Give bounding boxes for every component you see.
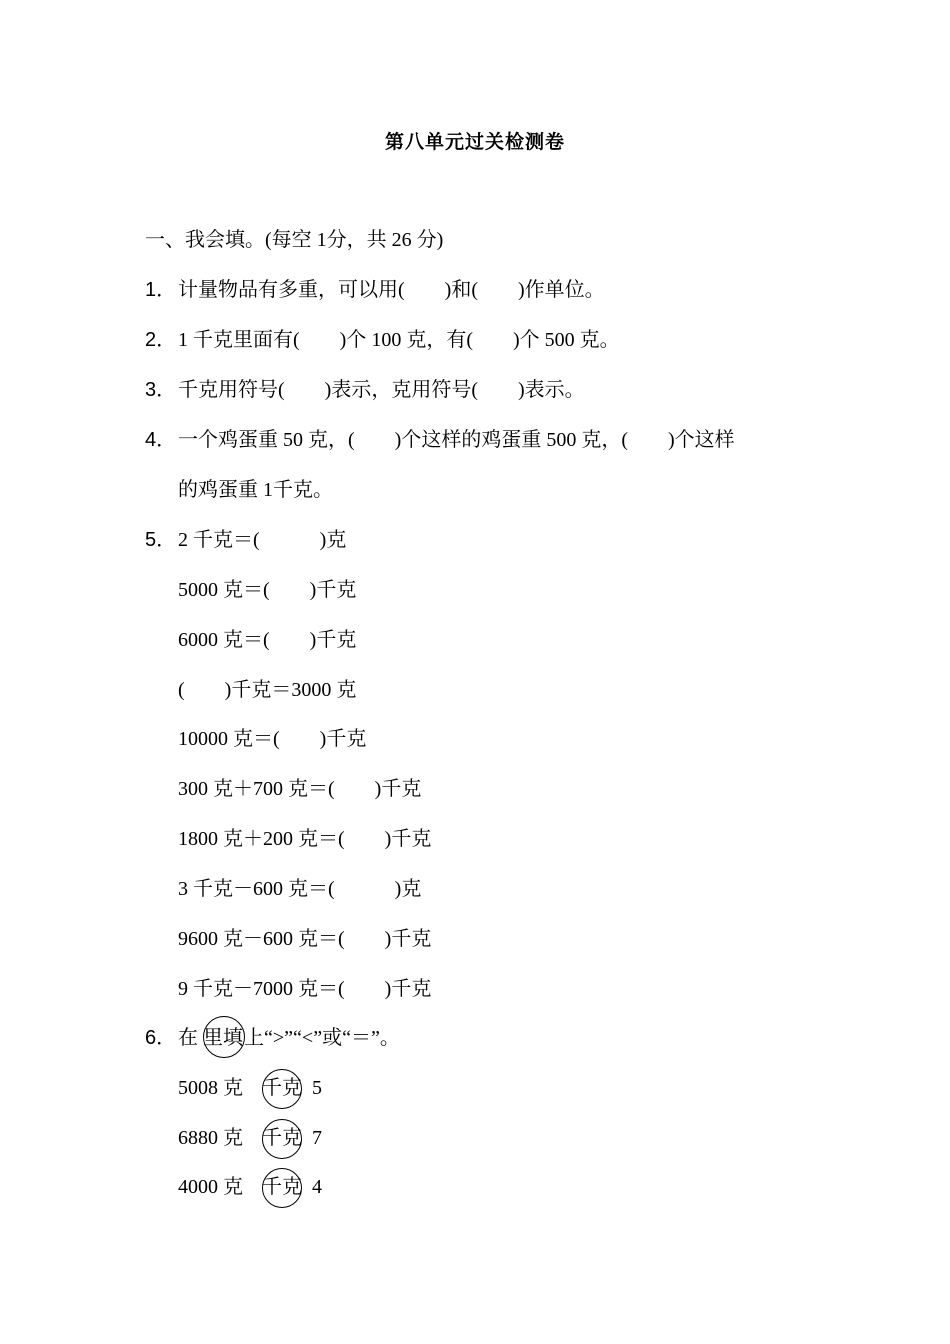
conversion-item: 5000 克＝( )千克: [178, 579, 357, 601]
comparison-circle-text: 千克: [262, 1127, 302, 1149]
comparison-row: [178, 1073, 398, 1103]
comparison-left: 6880 克: [178, 1127, 243, 1149]
conversion-item: 300 克＋700 克＝( )千克: [178, 778, 422, 800]
comparison-row: [178, 1123, 398, 1153]
conversion-item: 2 千克＝( )克: [178, 529, 347, 551]
conversion-item: 9 千克－7000 克＝( )千克: [178, 978, 432, 1000]
comparison-circle-text: 千克: [262, 1077, 302, 1099]
conversion-item: 6000 克＝( )千克: [178, 629, 357, 651]
question-text: 1 千克里面有( )个 100 克，有( )个 500 克。: [178, 329, 620, 351]
question-number: 1．: [145, 279, 177, 301]
question-text: 一个鸡蛋重 50 克，( )个这样的鸡蛋重 500 克，( )个这样: [178, 429, 735, 451]
question-number: 4．: [145, 429, 177, 451]
conversion-item: ( )千克＝3000 克: [178, 679, 357, 701]
conversion-item: 1800 克＋200 克＝( )千克: [178, 828, 432, 850]
question-text: 计量物品有多重，可以用( )和( )作单位。: [178, 279, 605, 301]
conversion-item: 3 千克－600 克＝( )克: [178, 878, 422, 900]
question-number: 3．: [145, 379, 177, 401]
question-intro-after: 上“>”“<”或“＝”。: [244, 1027, 400, 1049]
question-number: 2．: [145, 329, 177, 351]
comparison-circle[interactable]: [260, 1117, 304, 1161]
comparison-circle[interactable]: [260, 1166, 304, 1210]
question-intro-circle-label: 里填: [203, 1027, 243, 1049]
comparison-row: [178, 1172, 398, 1202]
comparison-right: 5: [312, 1077, 322, 1099]
conversion-item: 10000 克＝( )千克: [178, 728, 367, 750]
question-number: 5．: [145, 529, 177, 551]
comparison-left: 5008 克: [178, 1077, 243, 1099]
conversion-item: 9600 克－600 克＝( )千克: [178, 928, 432, 950]
comparison-circle-text: 千克: [262, 1176, 302, 1198]
question-intro-before: 在: [178, 1027, 198, 1049]
comparison-right: 4: [312, 1176, 322, 1198]
comparison-circle[interactable]: [260, 1067, 304, 1111]
question-text: 千克用符号( )表示，克用符号( )表示。: [178, 379, 585, 401]
question-text-continued: 的鸡蛋重 1千克。: [178, 479, 333, 501]
comparison-left: 4000 克: [178, 1176, 243, 1198]
question-number: 6．: [145, 1027, 177, 1049]
page-title: 第八单元过关检测卷: [384, 131, 565, 153]
section-heading: 一、我会填。(每空 1分，共 26 分): [145, 229, 444, 251]
comparison-right: 7: [312, 1127, 322, 1149]
